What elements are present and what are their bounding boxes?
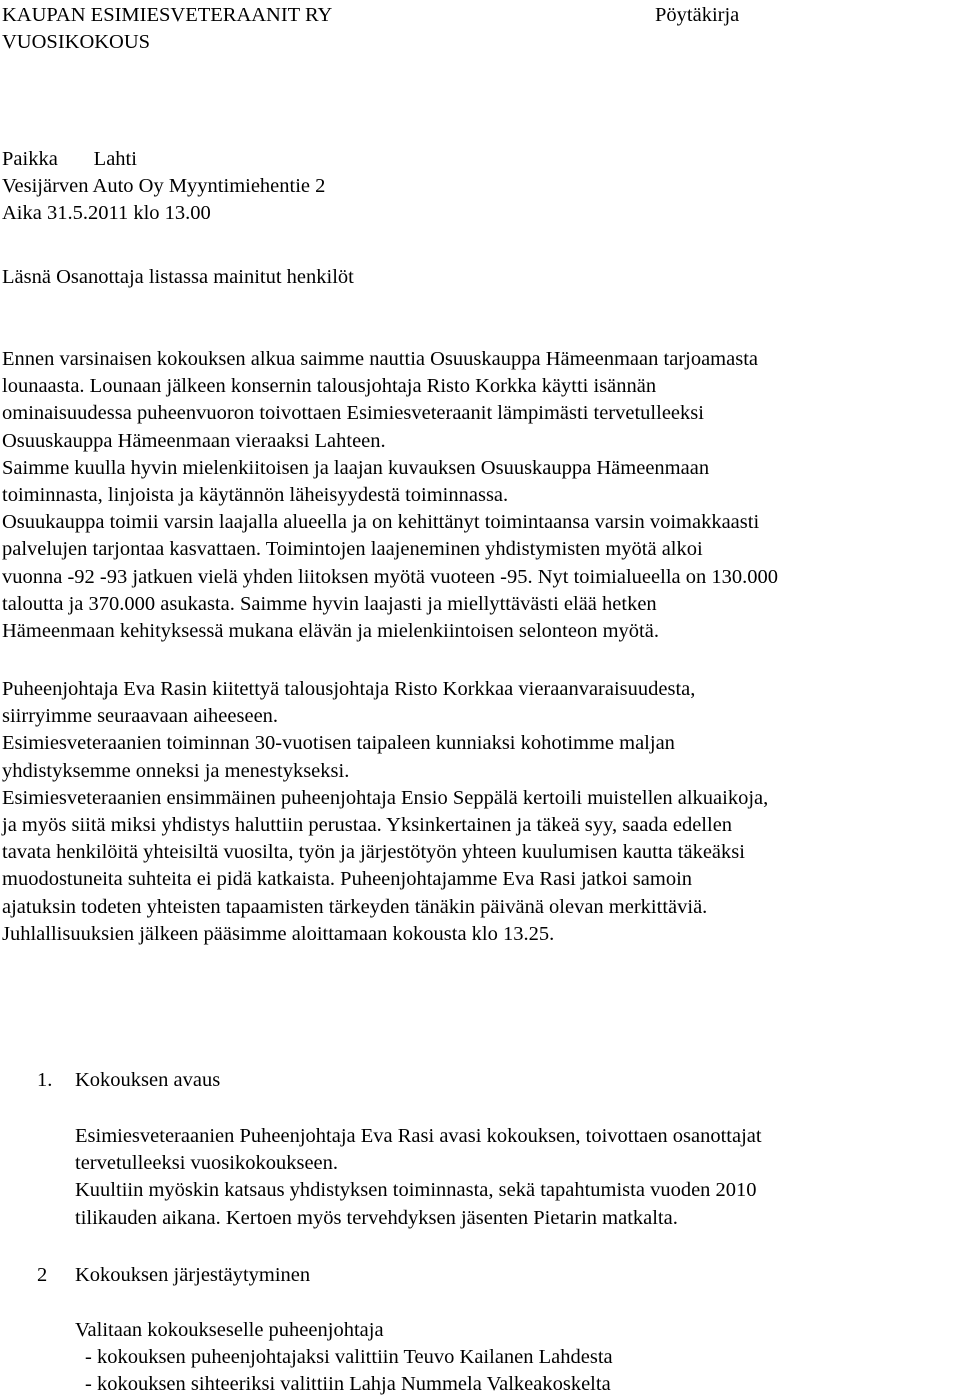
paragraph-line: tavata henkilöitä yhteisiltä vuosilta, työn ja järjestötyön yhteen kuulumisen kautta täkeäksi (2, 841, 745, 864)
venue-line: Vesijärven Auto Oy Myyntimiehentie 2 (2, 175, 326, 198)
election-list (85, 1344, 955, 1398)
paragraph-line: Juhlallisuuksien jälkeen pääsimme aloittamaan kokousta klo 13.25. (2, 922, 555, 945)
paragraph-line: muodostuneita suhteita ei pidä katkaista. Puheenjohtajamme Eva Rasi jatkoi samoin (2, 868, 693, 891)
paragraph-line: lounaasta. Lounaan jälkeen konsernin talousjohtaja Risto Korkka käytti isännän (2, 375, 657, 398)
intro-paragraph (2, 346, 957, 645)
section-number: 2 (37, 1264, 48, 1286)
paragraph-line: Saimme kuulla hyvin mielenkiitoisen ja laajan kuvauksen Osuuskauppa Hämeenmaan (2, 456, 710, 479)
document-type: Pöytäkirja (655, 4, 740, 26)
paragraph-line: siirryimme seuraavaan aiheeseen. (2, 705, 279, 728)
paragraph-line: vuonna -92 -93 jatkuen vielä yhden liitoksen myötä vuoteen -95. Nyt toimialueella on 130.000 (2, 565, 778, 588)
paragraph-line: toiminnasta, linjoista ja käytännön läheisyydestä toiminnassa. (2, 484, 509, 507)
paragraph-line: yhdistyksemme onneksi ja menestykseksi. (2, 759, 350, 782)
organization-name: KAUPAN ESIMIESVETERAANIT RY (2, 4, 333, 26)
paragraph-line: tilikauden aikana. Kertoen myös tervehdyksen jäsenten Pietarin matkalta. (75, 1206, 678, 1229)
paragraph-line: palvelujen tarjontaa kasvattaen. Toimintojen laajeneminen yhdistymisten myötä alkoi (2, 538, 703, 561)
paragraph-line: Esimiesveteraanien Puheenjohtaja Eva Rasi avasi kokouksen, toivottaen osanottajat (75, 1125, 762, 1147)
section-number: 1. (37, 1069, 53, 1091)
paragraph-line: ja myös siitä miksi yhdistys haluttiin perustaa. Yksinkertainen ja täkeä syy, saada edellen (2, 814, 733, 837)
paragraph-line: Ennen varsinaisen kokouksen alkua saimme nauttia Osuuskauppa Hämeenmaan tarjoamasta (2, 348, 758, 370)
list-item: - kokouksen puheenjohtajaksi valittiin Teuvo Kailanen Lahdesta (85, 1346, 613, 1368)
paragraph-line: Hämeenmaan kehityksessä mukana elävän ja mielenkiintoisen selonteon myötä. (2, 620, 659, 643)
paragraph-line: tervetulleeksi vuosikokoukseen. (75, 1152, 339, 1175)
list-item: - kokouksen sihteeriksi valittiin Lahja Nummela Valkeakoskelta (85, 1373, 611, 1396)
paragraph-line: taloutta ja 370.000 asukasta. Saimme hyvin laajasti ja miellyttävästi elää hetken (2, 592, 657, 615)
paragraph-line: Esimiesveteraanien ensimmäinen puheenjohtaja Ensio Seppälä kertoili muistellen alkuaikoja, (2, 786, 769, 809)
paragraph-line: Kuultiin myöskin katsaus yhdistyksen toiminnasta, sekä tapahtumista vuoden 2010 (75, 1179, 757, 1202)
paragraph-line: Osuukauppa toimii varsin laajalla alueella ja on kehittänyt toimintaansa varsin voimakkaasti (2, 511, 760, 534)
section-title: Kokouksen avaus (75, 1069, 221, 1091)
paragraph-line: Osuuskauppa Hämeenmaan vieraaksi Lahteen. (2, 429, 386, 452)
place-line: Paikka Lahti (2, 148, 137, 170)
section-subhead: Valitaan kokoukseselle puheenjohtaja (75, 1319, 384, 1341)
meeting-name: VUOSIKOKOUS (2, 31, 151, 54)
paragraph-line: ajatuksin todeten yhteisten tapaamisten tärkeyden tänäkin päivänä olevan merkittäviä. (2, 895, 708, 918)
paragraph-line: Puheenjohtaja Eva Rasin kiitettyä talousjohtaja Risto Korkkaa vieraanvaraisuudesta, (2, 678, 696, 700)
section-title: Kokouksen järjestäytyminen (75, 1264, 311, 1286)
paragraph-line: ominaisuudessa puheenvuoron toivottaen Esimiesveteraanit lämpimästi tervetulleeksi (2, 402, 704, 425)
anniversary-paragraph (2, 676, 957, 948)
document-header (2, 2, 332, 56)
section-body (75, 1123, 955, 1232)
present-line: Läsnä Osanottaja listassa mainitut henkilöt (2, 266, 354, 288)
meeting-meta (2, 146, 957, 228)
time-line: Aika 31.5.2011 klo 13.00 (2, 202, 211, 225)
paragraph-line: Esimiesveteraanien toiminnan 30-vuotisen taipaleen kunniaksi kohotimme maljan (2, 732, 675, 755)
